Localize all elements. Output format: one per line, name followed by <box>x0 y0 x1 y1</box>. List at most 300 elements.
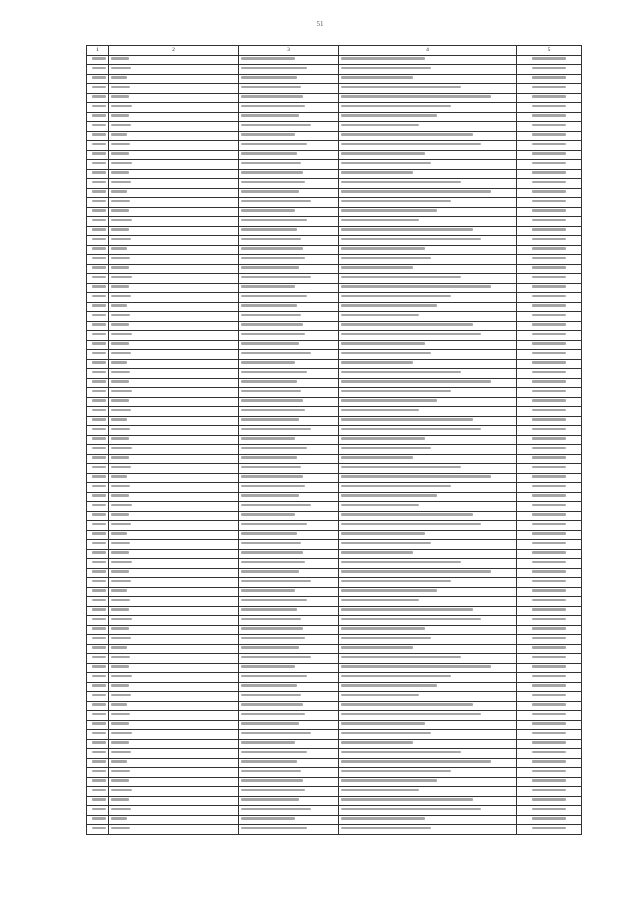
row-number-cell <box>87 502 109 512</box>
illegible-text <box>341 152 425 154</box>
table-row <box>87 331 582 341</box>
illegible-text <box>92 390 106 392</box>
locality-cell <box>109 217 239 227</box>
illegible-text <box>92 827 106 829</box>
illegible-text <box>532 732 566 734</box>
illegible-text <box>341 276 461 278</box>
row-number-cell <box>87 644 109 654</box>
row-number-cell <box>87 635 109 645</box>
illegible-text <box>532 684 566 686</box>
illegible-text <box>532 703 566 705</box>
illegible-text <box>241 485 305 487</box>
row-number-cell <box>87 559 109 569</box>
work-type-cell <box>339 198 517 208</box>
illegible-text <box>241 665 295 667</box>
illegible-text <box>241 333 305 335</box>
locality-cell <box>109 274 239 284</box>
table-row <box>87 473 582 483</box>
illegible-text <box>241 656 311 658</box>
illegible-text <box>92 494 106 496</box>
illegible-text <box>111 266 129 268</box>
work-type-cell <box>339 407 517 417</box>
table-row <box>87 568 582 578</box>
table-row <box>87 445 582 455</box>
work-type-cell <box>339 160 517 170</box>
period-cell <box>517 245 582 255</box>
address-cell <box>239 587 339 597</box>
period-cell <box>517 587 582 597</box>
work-type-cell <box>339 578 517 588</box>
illegible-text <box>111 817 127 819</box>
illegible-text <box>92 456 106 458</box>
table-row <box>87 207 582 217</box>
locality-cell <box>109 93 239 103</box>
locality-cell <box>109 331 239 341</box>
period-cell <box>517 331 582 341</box>
illegible-text <box>111 57 129 59</box>
illegible-text <box>241 114 299 116</box>
illegible-text <box>532 276 566 278</box>
work-type-cell <box>339 340 517 350</box>
illegible-text <box>111 247 127 249</box>
work-type-cell <box>339 426 517 436</box>
illegible-text <box>111 295 131 297</box>
work-type-cell <box>339 245 517 255</box>
illegible-text <box>341 124 419 126</box>
illegible-text <box>92 627 106 629</box>
page-number: 51 <box>316 20 324 28</box>
row-number-cell <box>87 160 109 170</box>
illegible-text <box>341 371 461 373</box>
period-cell <box>517 454 582 464</box>
locality-cell <box>109 407 239 417</box>
illegible-text <box>92 95 106 97</box>
locality-cell <box>109 340 239 350</box>
illegible-text <box>111 504 132 506</box>
period-cell <box>517 635 582 645</box>
illegible-text <box>341 105 451 107</box>
address-cell <box>239 483 339 493</box>
period-cell <box>517 825 582 835</box>
illegible-text <box>111 732 132 734</box>
illegible-text <box>532 190 566 192</box>
illegible-text <box>241 295 307 297</box>
illegible-text <box>341 247 425 249</box>
locality-cell <box>109 749 239 759</box>
table-row <box>87 673 582 683</box>
work-type-cell <box>339 112 517 122</box>
illegible-text <box>241 276 311 278</box>
work-type-cell <box>339 692 517 702</box>
locality-cell <box>109 283 239 293</box>
work-type-cell <box>339 65 517 75</box>
row-number-cell <box>87 511 109 521</box>
illegible-text <box>241 285 295 287</box>
work-type-cell <box>339 606 517 616</box>
work-type-cell <box>339 521 517 531</box>
period-cell <box>517 445 582 455</box>
illegible-text <box>92 798 106 800</box>
illegible-text <box>532 323 566 325</box>
row-number-cell <box>87 331 109 341</box>
table-row <box>87 758 582 768</box>
period-cell <box>517 264 582 274</box>
illegible-text <box>111 209 129 211</box>
row-number-cell <box>87 112 109 122</box>
period-cell <box>517 464 582 474</box>
period-cell <box>517 768 582 778</box>
illegible-text <box>241 779 303 781</box>
illegible-text <box>532 247 566 249</box>
period-cell <box>517 787 582 797</box>
illegible-text <box>341 390 451 392</box>
illegible-text <box>111 466 131 468</box>
address-cell <box>239 198 339 208</box>
column-header-4: 4 <box>339 46 517 56</box>
illegible-text <box>241 798 299 800</box>
illegible-text <box>341 542 431 544</box>
illegible-text <box>111 694 131 696</box>
work-type-cell <box>339 93 517 103</box>
locality-cell <box>109 825 239 835</box>
period-cell <box>517 217 582 227</box>
illegible-text <box>241 361 295 363</box>
locality-cell <box>109 293 239 303</box>
illegible-text <box>341 817 425 819</box>
work-type-cell <box>339 397 517 407</box>
row-number-cell <box>87 179 109 189</box>
illegible-text <box>111 238 131 240</box>
illegible-text <box>111 494 129 496</box>
work-type-cell <box>339 673 517 683</box>
period-cell <box>517 198 582 208</box>
illegible-text <box>341 409 419 411</box>
illegible-text <box>241 418 299 420</box>
period-cell <box>517 435 582 445</box>
row-number-cell <box>87 825 109 835</box>
illegible-text <box>532 808 566 810</box>
locality-cell <box>109 530 239 540</box>
illegible-text <box>532 713 566 715</box>
table-row <box>87 606 582 616</box>
illegible-text <box>341 675 451 677</box>
work-type-cell <box>339 321 517 331</box>
period-cell <box>517 188 582 198</box>
address-cell <box>239 454 339 464</box>
illegible-text <box>92 228 106 230</box>
locality-cell <box>109 540 239 550</box>
address-cell <box>239 407 339 417</box>
illegible-text <box>111 770 130 772</box>
illegible-text <box>532 352 566 354</box>
address-cell <box>239 739 339 749</box>
illegible-text <box>341 342 425 344</box>
address-cell <box>239 825 339 835</box>
row-number-cell <box>87 378 109 388</box>
illegible-text <box>92 485 106 487</box>
period-cell <box>517 274 582 284</box>
illegible-text <box>532 314 566 316</box>
illegible-text <box>341 694 419 696</box>
address-cell <box>239 521 339 531</box>
illegible-text <box>92 751 106 753</box>
illegible-text <box>111 181 131 183</box>
address-cell <box>239 568 339 578</box>
address-cell <box>239 378 339 388</box>
illegible-text <box>92 722 106 724</box>
illegible-text <box>341 466 461 468</box>
illegible-text <box>341 665 491 667</box>
period-cell <box>517 730 582 740</box>
address-cell <box>239 530 339 540</box>
table-row <box>87 74 582 84</box>
row-number-cell <box>87 492 109 502</box>
locality-cell <box>109 264 239 274</box>
illegible-text <box>92 266 106 268</box>
address-cell <box>239 549 339 559</box>
period-cell <box>517 739 582 749</box>
illegible-text <box>92 684 106 686</box>
illegible-text <box>111 798 129 800</box>
address-cell <box>239 340 339 350</box>
illegible-text <box>341 181 461 183</box>
illegible-text <box>92 285 106 287</box>
illegible-text <box>241 76 297 78</box>
illegible-text <box>241 428 311 430</box>
illegible-text <box>341 599 419 601</box>
illegible-text <box>92 599 106 601</box>
illegible-text <box>341 399 437 401</box>
row-number-cell <box>87 815 109 825</box>
period-cell <box>517 625 582 635</box>
illegible-text <box>532 285 566 287</box>
row-number-cell <box>87 673 109 683</box>
illegible-text <box>341 789 419 791</box>
illegible-text <box>92 247 106 249</box>
illegible-text <box>111 665 129 667</box>
illegible-text <box>241 580 311 582</box>
row-number-cell <box>87 616 109 626</box>
row-number-cell <box>87 654 109 664</box>
address-cell <box>239 720 339 730</box>
table-row <box>87 274 582 284</box>
table-row <box>87 217 582 227</box>
illegible-text <box>92 656 106 658</box>
illegible-text <box>532 665 566 667</box>
illegible-text <box>92 57 106 59</box>
row-number-cell <box>87 578 109 588</box>
row-number-cell <box>87 426 109 436</box>
column-header-3: 3 <box>239 46 339 56</box>
illegible-text <box>532 304 566 306</box>
illegible-text <box>241 599 307 601</box>
illegible-text <box>111 447 132 449</box>
illegible-text <box>341 580 451 582</box>
row-number-cell <box>87 55 109 65</box>
illegible-text <box>92 76 106 78</box>
illegible-text <box>241 789 305 791</box>
illegible-text <box>341 380 491 382</box>
illegible-text <box>111 713 130 715</box>
illegible-text <box>341 798 473 800</box>
illegible-text <box>241 152 297 154</box>
work-type-cell <box>339 388 517 398</box>
illegible-text <box>532 523 566 525</box>
address-cell <box>239 464 339 474</box>
illegible-text <box>532 67 566 69</box>
illegible-text <box>341 352 431 354</box>
row-number-cell <box>87 350 109 360</box>
register-table <box>86 45 582 835</box>
address-cell <box>239 264 339 274</box>
work-type-cell <box>339 416 517 426</box>
locality-cell <box>109 65 239 75</box>
illegible-text <box>111 361 127 363</box>
illegible-text <box>532 399 566 401</box>
illegible-text <box>241 713 305 715</box>
period-cell <box>517 796 582 806</box>
illegible-text <box>111 200 130 202</box>
work-type-cell <box>339 435 517 445</box>
illegible-text <box>532 532 566 534</box>
illegible-text <box>532 219 566 221</box>
illegible-text <box>532 209 566 211</box>
illegible-text <box>92 732 106 734</box>
locality-cell <box>109 103 239 113</box>
work-type-cell <box>339 359 517 369</box>
row-number-cell <box>87 549 109 559</box>
illegible-text <box>241 219 307 221</box>
work-type-cell <box>339 179 517 189</box>
illegible-text <box>241 390 301 392</box>
period-cell <box>517 711 582 721</box>
work-type-cell <box>339 730 517 740</box>
period-cell <box>517 122 582 132</box>
period-cell <box>517 283 582 293</box>
work-type-cell <box>339 302 517 312</box>
table-row <box>87 730 582 740</box>
row-number-cell <box>87 274 109 284</box>
illegible-text <box>92 219 106 221</box>
locality-cell <box>109 388 239 398</box>
table-row <box>87 236 582 246</box>
table-row <box>87 815 582 825</box>
illegible-text <box>92 694 106 696</box>
illegible-text <box>341 523 481 525</box>
locality-cell <box>109 768 239 778</box>
locality-cell <box>109 255 239 265</box>
illegible-text <box>532 694 566 696</box>
locality-cell <box>109 426 239 436</box>
period-cell <box>517 312 582 322</box>
illegible-text <box>532 418 566 420</box>
illegible-text <box>532 76 566 78</box>
illegible-text <box>111 162 132 164</box>
table-row <box>87 625 582 635</box>
illegible-text <box>92 314 106 316</box>
period-cell <box>517 777 582 787</box>
illegible-text <box>341 76 413 78</box>
table-row <box>87 397 582 407</box>
illegible-text <box>111 570 129 572</box>
table-row <box>87 587 582 597</box>
table-row <box>87 682 582 692</box>
locality-cell <box>109 55 239 65</box>
illegible-text <box>92 817 106 819</box>
work-type-cell <box>339 502 517 512</box>
illegible-text <box>532 637 566 639</box>
illegible-text <box>241 342 299 344</box>
address-cell <box>239 388 339 398</box>
locality-cell <box>109 815 239 825</box>
period-cell <box>517 359 582 369</box>
table-row <box>87 521 582 531</box>
illegible-text <box>341 646 413 648</box>
illegible-text <box>92 570 106 572</box>
illegible-text <box>341 200 451 202</box>
row-number-cell <box>87 597 109 607</box>
illegible-text <box>341 257 431 259</box>
illegible-text <box>92 304 106 306</box>
locality-cell <box>109 492 239 502</box>
illegible-text <box>92 808 106 810</box>
illegible-text <box>341 114 437 116</box>
address-cell <box>239 312 339 322</box>
illegible-text <box>241 181 305 183</box>
period-cell <box>517 112 582 122</box>
table-row <box>87 359 582 369</box>
illegible-text <box>111 760 127 762</box>
illegible-text <box>92 770 106 772</box>
illegible-text <box>111 428 130 430</box>
illegible-text <box>341 656 461 658</box>
work-type-cell <box>339 350 517 360</box>
address-cell <box>239 369 339 379</box>
illegible-text <box>241 827 307 829</box>
illegible-text <box>532 447 566 449</box>
table-row <box>87 179 582 189</box>
locality-cell <box>109 226 239 236</box>
illegible-text <box>111 409 131 411</box>
locality-cell <box>109 654 239 664</box>
illegible-text <box>92 551 106 553</box>
period-cell <box>517 758 582 768</box>
row-number-cell <box>87 530 109 540</box>
table-row <box>87 293 582 303</box>
illegible-text <box>241 760 297 762</box>
illegible-text <box>92 561 106 563</box>
address-cell <box>239 682 339 692</box>
illegible-text <box>92 276 106 278</box>
illegible-text <box>111 399 129 401</box>
illegible-text <box>111 684 129 686</box>
work-type-cell <box>339 654 517 664</box>
period-cell <box>517 236 582 246</box>
row-number-cell <box>87 188 109 198</box>
period-cell <box>517 302 582 312</box>
illegible-text <box>92 238 106 240</box>
illegible-text <box>241 561 305 563</box>
work-type-cell <box>339 597 517 607</box>
row-number-cell <box>87 445 109 455</box>
period-cell <box>517 692 582 702</box>
period-cell <box>517 340 582 350</box>
table-row <box>87 530 582 540</box>
locality-cell <box>109 169 239 179</box>
illegible-text <box>341 589 437 591</box>
period-cell <box>517 654 582 664</box>
illegible-text <box>532 656 566 658</box>
